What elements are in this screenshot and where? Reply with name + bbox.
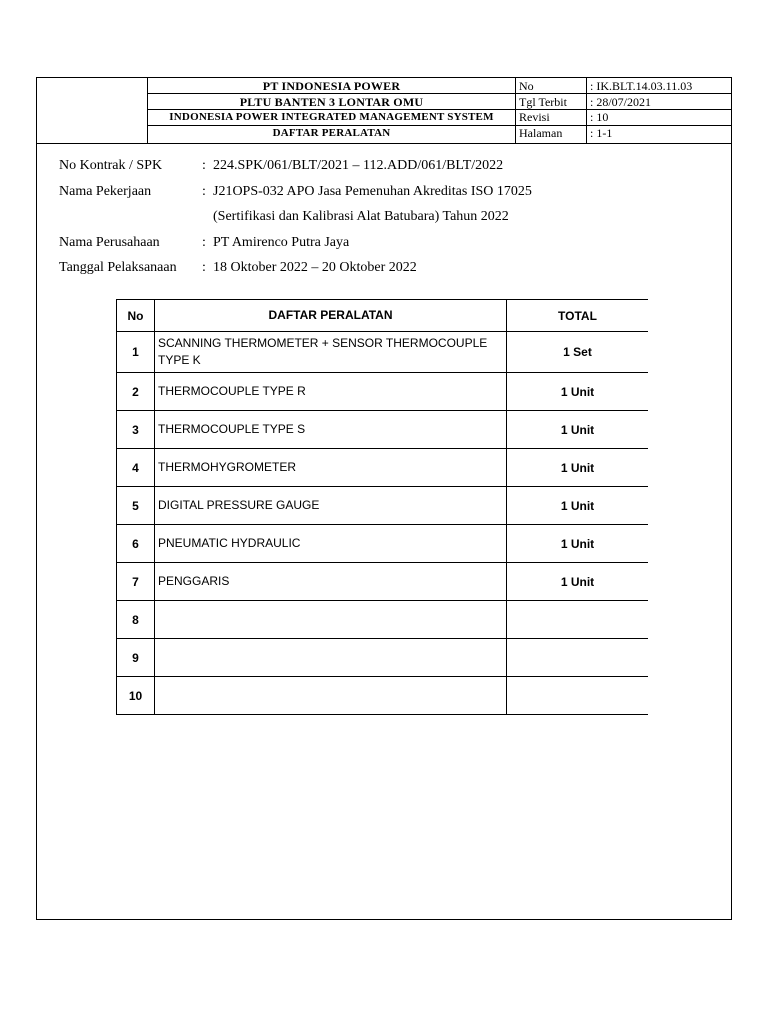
equipment-total: 1 Unit	[507, 449, 649, 487]
equipment-name	[155, 677, 507, 715]
row-number: 8	[117, 601, 155, 639]
info-colon: :	[202, 260, 206, 275]
info-value: J21OPS-032 APO Jasa Pemenuhan Akreditas ISO 17025	[213, 184, 532, 199]
meta-label: No	[519, 79, 534, 93]
table-row	[117, 639, 649, 677]
unit-name: PLTU BANTEN 3 LONTAR OMU	[239, 95, 424, 109]
info-colon: :	[202, 235, 206, 250]
document-header	[37, 78, 731, 144]
equipment-total: 1 Unit	[507, 373, 649, 411]
equipment-name	[155, 601, 507, 639]
info-label: Nama Pekerjaan	[59, 184, 152, 199]
table-header-row	[117, 300, 649, 332]
equipment-total: 1 Unit	[507, 411, 649, 449]
table-row	[117, 601, 649, 639]
equipment-total: 1 Unit	[507, 525, 649, 563]
table-row	[117, 373, 649, 411]
meta-label: Halaman	[519, 126, 563, 140]
column-header-no: No	[117, 300, 155, 332]
equipment-name: THERMOCOUPLE TYPE S	[155, 411, 507, 449]
info-value: PT Amirenco Putra Jaya	[213, 235, 350, 250]
equipment-total	[507, 677, 649, 715]
header-line	[147, 93, 732, 94]
table-row	[117, 332, 649, 373]
table-row	[117, 487, 649, 525]
equipment-name: THERMOHYGROMETER	[155, 449, 507, 487]
info-value: (Sertifikasi dan Kalibrasi Alat Batubara) Tahun 2022	[213, 209, 509, 224]
info-colon: :	[202, 158, 206, 173]
meta-value: : 10	[590, 110, 609, 124]
row-number: 9	[117, 639, 155, 677]
equipment-total: 1 Unit	[507, 487, 649, 525]
table-row	[117, 677, 649, 715]
meta-value: : 1-1	[590, 126, 613, 140]
equipment-table	[116, 299, 648, 715]
company-name: PT INDONESIA POWER	[262, 79, 401, 93]
document-title: DAFTAR PERALATAN	[272, 127, 391, 139]
info-label: No Kontrak / SPK	[59, 158, 163, 173]
table-row	[117, 411, 649, 449]
equipment-total	[507, 639, 649, 677]
row-number: 5	[117, 487, 155, 525]
info-label: Nama Perusahaan	[59, 235, 160, 250]
equipment-name: PNEUMATIC HYDRAULIC	[155, 525, 507, 563]
row-number: 3	[117, 411, 155, 449]
equipment-name: DIGITAL PRESSURE GAUGE	[155, 487, 507, 525]
info-value: 18 Oktober 2022 – 20 Oktober 2022	[213, 260, 417, 275]
system-name: INDONESIA POWER INTEGRATED MANAGEMENT SYSTEM	[169, 111, 494, 123]
column-header-total: TOTAL	[507, 300, 649, 332]
equipment-name: PENGGARIS	[155, 563, 507, 601]
info-colon: :	[202, 184, 206, 199]
info-value: 224.SPK/061/BLT/2021 – 112.ADD/061/BLT/2022	[213, 158, 504, 173]
column-header-equipment: DAFTAR PERALATAN	[155, 300, 507, 332]
row-number: 2	[117, 373, 155, 411]
row-number: 7	[117, 563, 155, 601]
row-number: 1	[117, 332, 155, 373]
row-number: 10	[117, 677, 155, 715]
table-row	[117, 525, 649, 563]
table-row	[117, 449, 649, 487]
meta-label: Revisi	[519, 110, 550, 124]
info-label: Tanggal Pelaksanaan	[59, 260, 177, 275]
meta-label: Tgl Terbit	[519, 95, 567, 109]
header-divider	[586, 78, 587, 143]
row-number: 6	[117, 525, 155, 563]
table-row	[117, 563, 649, 601]
equipment-name: SCANNING THERMOMETER + SENSOR THERMOCOUPLE TYPE K	[155, 332, 507, 373]
row-number: 4	[117, 449, 155, 487]
meta-value: : 28/07/2021	[590, 95, 652, 109]
header-divider	[515, 78, 516, 143]
meta-value: : IK.BLT.14.03.11.03	[590, 79, 693, 93]
equipment-name: THERMOCOUPLE TYPE R	[155, 373, 507, 411]
equipment-total: 1 Unit	[507, 563, 649, 601]
equipment-name	[155, 639, 507, 677]
equipment-total: 1 Set	[507, 332, 649, 373]
equipment-total	[507, 601, 649, 639]
